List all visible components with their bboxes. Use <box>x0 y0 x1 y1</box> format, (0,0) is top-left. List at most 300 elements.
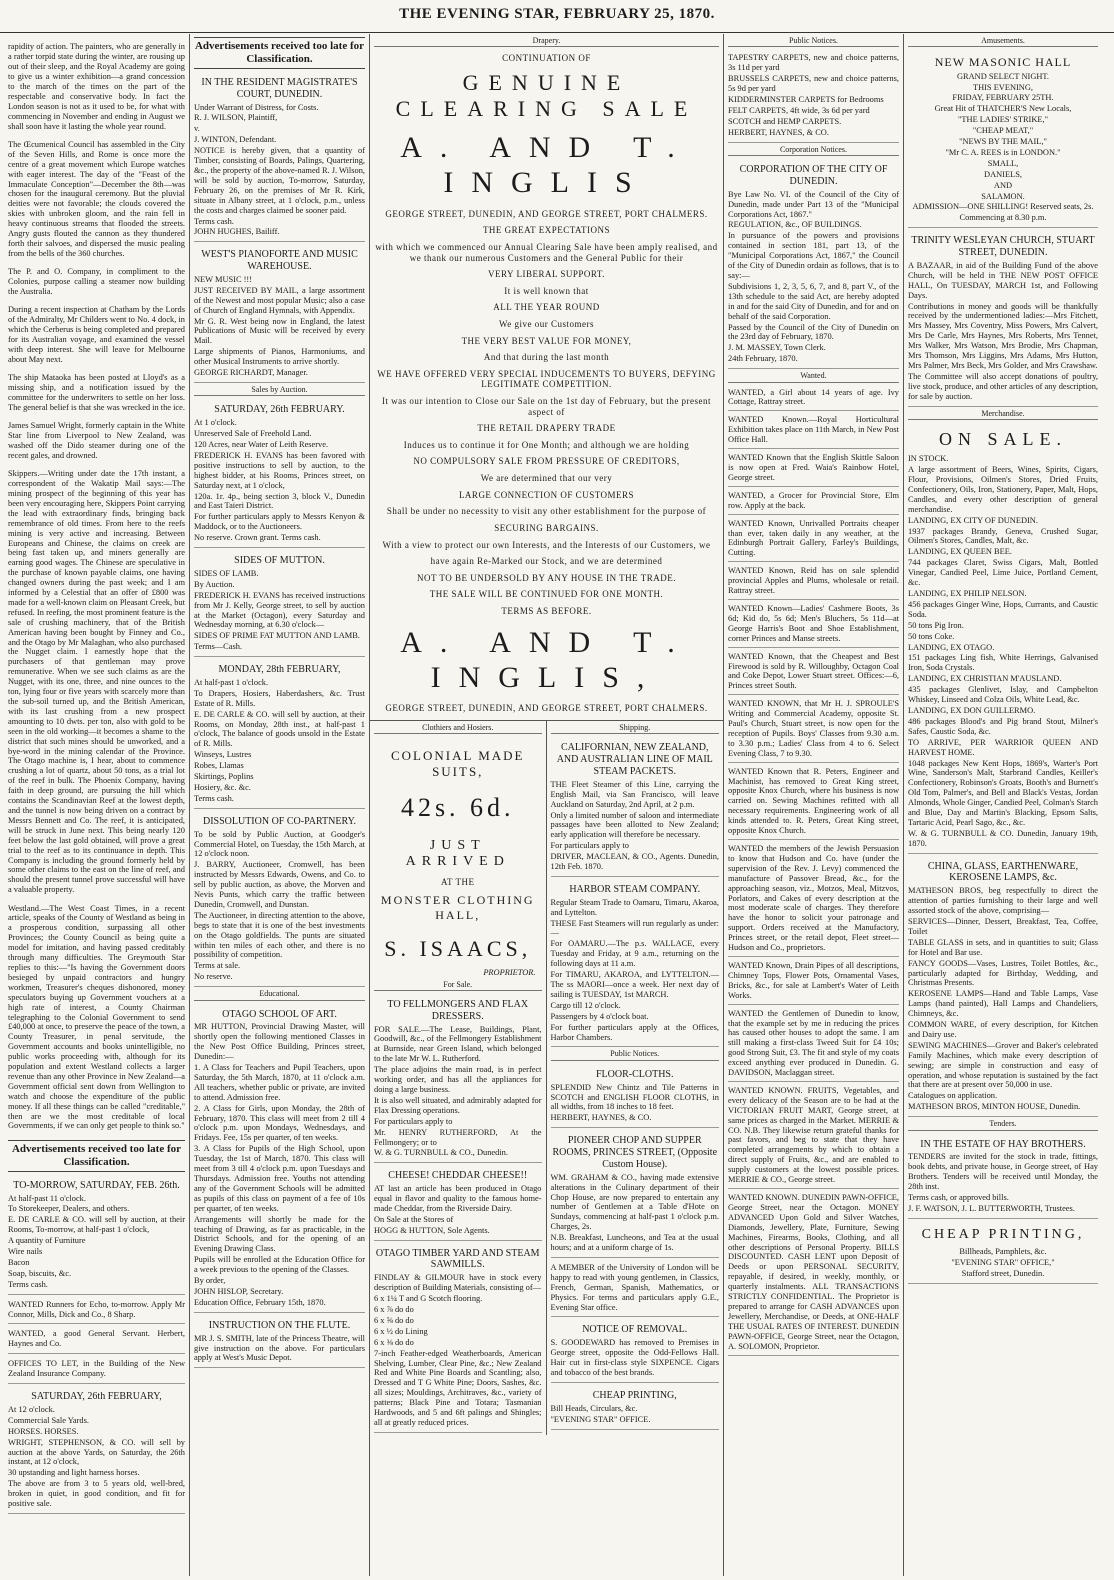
advert-line: Large shipments of Pianos, Harmoniums, and other Musical Instruments to arrive shortly. <box>194 347 365 367</box>
section-heading-educational: Educational. <box>194 989 365 1000</box>
advert-line: To Storekeeper, Dealers, and others. <box>8 1204 130 1214</box>
masonic-hall-lines <box>908 72 1098 224</box>
sale-line: LARGE CONNECTION OF CUSTOMERS <box>458 489 635 500</box>
carpet-ads <box>728 50 899 142</box>
advert-line: For particulars apply to <box>550 841 629 851</box>
sale-line: THE VERY BEST VALUE FOR MONEY, <box>461 335 632 346</box>
wanted-ad: WANTED Known, that the Cheapest and Best Firewood is sold by R. Willoughby, Octagon Coal and Coke Depot, Lower Stuart street. Offices:—6, Princes street South. <box>728 650 899 696</box>
advert <box>551 1260 720 1318</box>
column-3-lower <box>370 720 723 1435</box>
on-sale-line: 151 packages Ling fish, White Herrings, Galvanised Iron, Soda Crystals. <box>908 653 1098 673</box>
masonic-hall-line: SMALL, <box>987 158 1019 168</box>
forsale-ads <box>374 994 542 1433</box>
church-line: A BAZAAR, in aid of the Building Fund of the above Church, will be held in THE NEW POST OFFICE HALL, On TUESDAY, MARCH 1st, and Following Days. <box>908 260 1098 300</box>
wanted-ad: WANTED the members of the Jewish Persuasion to know that Hudson and Co. have (under the supervision of the Rev. J. Levy) commenced the manufacture of Passover Bread, &c., for the approaching season, viz., Motzos, Meal, Mitzvos, Porlators, and Cakes of every description at the most moderate scale of charges. They therefore have the honor to solicit your patronage and support. Orders received at the Manufactory, Princes street, or the retail depot, Fleet street—Hudson and Co., proprietors. <box>728 842 899 957</box>
wanted-ad: WANTED Known, Drain Pipes of all descriptions, Chimney Tops, Flower Pots, Ornamental Vases, Bricks, &c., for sale at Lambert's Water of Leith Works. <box>728 959 899 1005</box>
advert-line: Terms—Cash. <box>194 642 243 652</box>
late-ads-header: Advertisements received too late for Classification. <box>194 37 365 69</box>
news-paragraph: During a recent inspection at Chatham by the Lords of the Admiralty, Mr Childers went to No. 4 dock, in which the Cerberus is being completed and prepared for its Australian voyage, and examined the vessel with deep interest. She will leave for Melbourne about May next. <box>8 305 185 364</box>
advert-line: Mr. HENRY RUTHERFORD, At the Fellmongery; or to <box>374 1127 542 1147</box>
china-line: SERVICES—Dinner, Dessert, Breakfast, Tea, Coffee, Toilet <box>908 916 1098 936</box>
proprietor-role: PROPRIETOR. <box>483 967 536 977</box>
masonic-hall-line: Commencing at 8.30 p.m. <box>959 213 1047 223</box>
section-heading-forsale: For Sale. <box>374 980 542 991</box>
proprietor-name: S. ISAACS, <box>384 935 532 961</box>
advert-line: 120a. 1r. 4p., being section 3, block V., Dunedin and East Taieri District. <box>194 491 365 511</box>
firm-name-repeat: A. AND T. INGLIS, <box>400 625 693 694</box>
advert-line: TAPESTRY CARPETS, new and choice patterns, 3s 11d per yard <box>728 53 899 73</box>
advert <box>374 994 542 1163</box>
column-2 <box>190 34 370 1576</box>
advert-line: To Drapers, Hosiers, Haberdashers, &c. Trust Estate of R. Mills. <box>194 688 365 708</box>
advert-title: INSTRUCTION ON THE FLUTE. <box>208 1319 351 1331</box>
advert-line: Cargo till 12 o'clock. <box>550 1000 621 1010</box>
printing-line: Billheads, Pamphlets, &c. <box>959 1247 1047 1257</box>
sale-line: THE SALE WILL BE CONTINUED FOR ONE MONTH. <box>429 589 664 600</box>
advert-line: For further particulars apply at the Offices, Harbor Chambers. <box>550 1022 719 1042</box>
advert-title: WEST'S PIANOFORTE AND MUSIC WAREHOUSE. <box>201 249 358 273</box>
advert-line: SCOTCH and HEMP CARPETS. <box>728 116 842 126</box>
section-heading-publicnotices: Public Notices. <box>728 36 899 47</box>
advert-title: TO FELLMONGERS AND FLAX DRESSERS. <box>387 998 529 1022</box>
on-sale-line: LANDING, EX CITY OF DUNEDIN. <box>908 515 1038 525</box>
column-3-left <box>370 721 547 1435</box>
on-sale-line: LANDING, EX PHILIP NELSON. <box>908 589 1027 599</box>
advert-line: GEORGE RICHARDT, Manager. <box>194 368 308 378</box>
on-sale-line: 435 packages Glenlivet, Islay, and Campbelton Whiskey, Linseed and Colza Oils, White Lead, &c. <box>908 685 1098 705</box>
section-heading-clothiers: Clothiers and Hosiers. <box>374 723 542 734</box>
masonic-hall-line: "THE LADIES' STRIKE," <box>958 115 1048 125</box>
sale-line: With a view to protect our own Interests, and the Interests of our Customers, we <box>382 539 711 550</box>
masthead: THE EVENING STAR, FEBRUARY 25, 1870. <box>0 0 1114 33</box>
section-heading-corporation: Corporation Notices. <box>728 145 899 156</box>
advert-line: 6 x ½ do Lining <box>374 1326 428 1336</box>
sale-title: GENUINE CLEARING SALE <box>395 70 698 121</box>
late-ads <box>8 1175 185 1514</box>
advert <box>194 72 365 242</box>
corporation-notices <box>728 159 899 369</box>
news-paragraph: rapidity of action. The painters, who are generally in a rather torpid state during the winter, are rousing up out of their sleep, and the Royal Academy are going to give us a winter exhibition—a grand concession to the march of the times on the part of the respectable and conservative body. In fact the London season is not as it used to be, for what with commencing in November and ending in August we shall soon have it lasting the whole year round. <box>8 42 185 131</box>
wanted-ad: WANTED, a Girl about 14 years of age. Ivy Cottage, Rattray street. <box>728 386 899 412</box>
advert-line: KIDDERMINSTER CARPETS for Bedrooms <box>728 95 884 105</box>
advert-line: 6 x 1¼ T and G Scotch flooring. <box>374 1294 483 1304</box>
advert-line: Bye Law No. VI. of the Council of the City of Dunedin, made under Part 13 of the "Municipal Corporations Act, 1867." <box>728 189 899 219</box>
suits-price: 42s. 6d. <box>400 793 515 823</box>
sale-line: We are determined that our very <box>480 473 613 484</box>
on-sale-line: 1048 packages New Kent Hops, 1869's, Warter's Port Wine, Sanderson's Malt, Starbrand Candles, Keiller's Confectionery, Robinson's Groats, Booth's and Burnett's Old Tom, Palmer's, and Bell and Black's Vestas, Jordan Almonds, Whole Ginger, Candied Peel, Colman's Starch and Blue, Day and Martin's Blacking, Epsom Salts, Tartaric Acid, Pearl Sago, &c., &c. <box>908 758 1098 827</box>
news-paragraph: The P. and O. Company, in compliment to the Colonies, purpose calling a steamer now building the Australia. <box>8 267 185 297</box>
sale-line: SECURING BARGAINS. <box>494 522 599 533</box>
suits-headline: COLONIAL MADE SUITS, <box>391 748 525 779</box>
advert-title: CHEAP PRINTING, <box>592 1389 677 1401</box>
advert-line: Passengers by 4 o'clock boat. <box>550 1011 649 1021</box>
advert-line: 2. A Class for Girls, upon Monday, the 28th of February, 1870. This class will meet from 2 till 4 o'clock p.m. upon Mondays, Wednesdays, and Fridays. Fee, 15s per quarter, of ten weeks. <box>194 1103 365 1143</box>
advert <box>551 737 720 877</box>
advert-line: Hosiery, &c. &c. <box>194 782 251 792</box>
wanted-ad: WANTED the Gentlemen of Dunedin to know, that the example set by me in reducing the prices has caused other houses to adopt the same. I am still making a first-class Tweed Suit for £4 10s; good Strong Suit, £3. The fit and style of my coats exceed anything ever produced in Dunedin. G. DAVIDSON, Maclaggan street. <box>728 1007 899 1082</box>
printing-line: "EVENING STAR" OFFICE," <box>951 1258 1055 1268</box>
advert-line: At 12 o'clock. <box>8 1404 55 1414</box>
masonic-hall-line: "CHEAP MEAT," <box>972 126 1034 136</box>
advert-line: Bacon <box>8 1257 30 1267</box>
wanted-ad: WANTED KNOWN, that Mr H. J. SPROULE'S Writing and Commercial Academy, opposite St. Paul's Church, Stuart street, is now open for the reception of Pupils. Boys' Classes from 9.30 a.m. to 3.30 p.m.; Ladies' Class from 4 to 6. Select Evening Class, 7 to 9.30. <box>728 697 899 762</box>
advert-line: 30 upstanding and light harness horses. <box>8 1468 140 1478</box>
advert <box>194 1004 365 1313</box>
printing-ad <box>908 1221 1098 1284</box>
masonic-hall-line: DANIELS, <box>984 169 1022 179</box>
advert-line: A quantity of Furniture <box>8 1236 86 1246</box>
wanted-ad: WANTED Known, Unrivalled Portraits cheaper than ever, taken daily in any weather, at the Edinburgh Portrait Gallery, Farley's Buildings, Cutting. <box>728 517 899 563</box>
news-paragraphs <box>8 42 185 1131</box>
advert-line: Commercial Sale Yards. <box>8 1415 89 1425</box>
sale-line: TERMS AS BEFORE. <box>501 605 592 616</box>
advert-line: HERBERT, HAYNES, & CO. <box>550 1113 652 1123</box>
advert-line: E. DE CARLE & CO. will sell by auction, at their Rooms, on Monday, 28th inst., at half-past 1 o'clock, The balance of goods unsold in the Estate of R. Mills. <box>194 709 365 749</box>
advert-line: JUST RECEIVED BY MAIL, a large assortment of the Newest and most popular Music; also a case of Church of England Hymnals, with Appendix. <box>194 285 365 315</box>
firm-name: A. AND T. INGLIS <box>400 130 693 200</box>
auction-ads <box>194 399 365 987</box>
advert-line: WRIGHT, STEPHENSON, & CO. will sell by auction at the above Yards, on Saturday, the 26th instant, at 12 o'clock, <box>8 1437 185 1467</box>
section-heading-amusements: Amusements. <box>908 36 1098 47</box>
advert <box>728 159 899 369</box>
china-line: SEWING MACHINES—Grover and Baker's celebrated Family Machines, which make every description of sewing; are simple in construction and easy of operation, and whose reputation is sustained by the fact that there are at present over 50,000 in use. <box>908 1040 1098 1090</box>
church-line: The Committee will also accept donations of poultry, live stock, produce, and other articles of any description, for sale by auction. <box>908 371 1099 401</box>
advert-line: SIDES OF LAMB. <box>194 568 259 578</box>
advert-line: "EVENING STAR" OFFICE. <box>550 1414 651 1424</box>
advert-line: On Sale at the Stores of <box>374 1214 454 1224</box>
advert-line: Skirtings, Poplins <box>194 772 254 782</box>
wanted-ad: WANTED Known that R. Peters, Engineer and Machinist, has removed to Great King street, opposite Knox Church, where his business is now carried on. Sewing Machines refitted with all necessary requirements. Engineering work of all kinds attended to. R. Peters, Great King street, opposite Knox Church. <box>728 765 899 840</box>
advert-line: R. J. WILSON, Plaintiff, <box>194 113 278 123</box>
on-sale-line: 1937 packages Brandy, Geneva, Crushed Sugar, Oilmen's Stores, Candles, Malt, &c. <box>908 526 1098 546</box>
advert-line: S. GOODEWARD has removed to Premises in George street, opposite the Odd-Fellows Hall. Hair cut in first-class style SIXPENCE. Cigars and tobacco of the best brands. <box>550 1338 719 1377</box>
on-sale-line: 744 packages Claret, Swiss Cigars, Malt, Bottled Vinegar, Candied Peel, Lime Juice, Portland Cement, &c. <box>908 558 1098 588</box>
column-5 <box>904 34 1102 1576</box>
advert-line: At 1 o'clock. <box>194 418 237 428</box>
just-arrived: JUST ARRIVED <box>405 837 510 870</box>
advert <box>551 1319 720 1382</box>
sale-line: have again Re-Marked our Stock, and we are determined <box>430 556 663 567</box>
column-3 <box>370 34 724 1576</box>
wanted-ad: WANTED Known—Ladies' Cashmere Boots, 3s 6d; Kid do, 5s 6d; Men's Bluchers, 5s 11d—at George Harris's Boot and Shoe Establishment, corner Princes and Manse streets. <box>728 602 899 648</box>
advert-line: Winseys, Lustres <box>194 750 252 760</box>
advert-line: 1. A Class for Teachers and Pupil Teachers, upon Saturday, the 5th March, 1870, at 11 o'clock a.m. All teachers, whether public or private, are invited to attend. Admission free. <box>194 1063 365 1102</box>
advert-line: By Auction. <box>194 579 235 589</box>
section-heading-publicnotices: Public Notices. <box>551 1049 720 1060</box>
tenders-line: TENDERS are invited for the stock in trade, fittings, book debts, and private house, in George street, of Hay Brothers. Tenders will be received until Monday, the 28th inst. <box>908 1152 1098 1192</box>
sale-line: And that during the last month <box>483 352 610 363</box>
masonic-hall-ad <box>908 50 1098 228</box>
on-sale-ad <box>908 423 1098 854</box>
advert-title: OTAGO TIMBER YARD AND STEAM SAWMILLS. <box>375 1247 540 1271</box>
monster-clothing-hall: MONSTER CLOTHING HALL, <box>380 893 535 922</box>
advert-line: WANTED, a good General Servant. Herbert, Haynes and Co. <box>8 1329 185 1349</box>
on-sale-lines <box>908 454 1098 848</box>
printing-line: Stafford street, Dunedin. <box>961 1269 1045 1279</box>
sale-line: It is well known that <box>504 285 589 296</box>
china-lines <box>908 886 1098 1112</box>
advert-line: Under Warrant of Distress, for Costs. <box>194 102 319 112</box>
masonic-hall-line: Great Hit of THATCHER'S New Locals, <box>934 104 1072 114</box>
on-sale-line: TO ARRIVE, PER WARRIOR QUEEN AND HARVEST HOME. <box>908 737 1098 757</box>
wanted-ad: WANTED, a Grocer for Provincial Store, Elm row. Apply at the back. <box>728 489 899 515</box>
china-line: MATHESON BROS, beg respectfully to direct the attention of parties furnishing to their large and well assorted stock of the above, comprising— <box>908 886 1098 916</box>
advert-line: At half-past 1 o'clock. <box>194 677 269 687</box>
on-sale-line: LANDING, EX CHRISTIAN M'AUSLAND. <box>908 674 1062 684</box>
advert-line: Arrangements will shortly be made for the teaching of Drawing, as far as practicable, in the District Schools, and for the opening of an Evening Drawing Class. <box>194 1214 365 1254</box>
advert-line: DRIVER, MACLEAN, & CO., Agents. Dunedin, 12th Feb. 1870. <box>550 852 719 872</box>
advert-line: W. & G. TURNBULL & CO., Dunedin. <box>374 1148 508 1158</box>
section-heading-drapery: Drapery. <box>374 36 719 47</box>
advert-line: BRUSSELS CARPETS, new and choice patterns, 5s 9d per yard <box>728 74 899 94</box>
advert-line: J. BARRY, Auctioneer, Cromwell, has been instructed by Messrs Edwards, Owens, and Co. to sell by public auction, as above, the Morven and Nevis Punts, which carry the traffic between Dunedin, Cromwell, and Dunstan. <box>194 860 365 909</box>
masonic-hall-line: "NEWS BY THE MAIL," <box>959 137 1047 147</box>
advert-line: FINDLAY & GILMOUR have in stock every description of Building Materials, consisting of— <box>374 1273 542 1293</box>
wanted-ad: WANTED KNOWN. FRUITS, Vegetables, and every delicacy of the Season are to be had at the VICTORIAN FRUIT MART, George street, at same prices as charged in the Market. MERRIE & CO. N.B. They likewise return grateful thanks for past favors, and beg to state that they have completed arrangements by which to obtain a direct supply of Fruits, &c., and are enabled to supply customers at the lowest possible prices. MERRIE & CO., George street. <box>728 1084 899 1189</box>
advert-line: At half-past 11 o'clock. <box>8 1193 86 1203</box>
advert-line: N.B. Breakfast, Luncheons, and Tea at the usual hours; and at a uniform charge of 1s. <box>550 1233 719 1253</box>
firm-address: GEORGE STREET, DUNEDIN, AND GEORGE STREET, PORT CHALMERS. <box>385 208 708 219</box>
shipping-ads <box>551 737 720 1047</box>
advert-title: DISSOLUTION OF CO-PARTNERY. <box>202 815 357 827</box>
advert-line: Subdivisions 1, 2, 3, 5, 6, 7, and 8, part V., of the 13th schedule to the said Act, are hereby adopted in and for the said City of Dunedin, and for and on behalf of the said Corporation. <box>728 281 899 321</box>
advert-line: MR HUTTON, Provincial Drawing Master, will shortly open the following mentioned Classes in the New Post Office Building, Princes street, Dunedin:— <box>194 1022 365 1062</box>
educational-ads <box>194 1004 365 1369</box>
advert-line: NEW MUSIC !!! <box>194 274 252 284</box>
advert-title: CALIFORNIAN, NEW ZEALAND, AND AUSTRALIAN LINE OF MAIL STEAM PACKETS. <box>556 742 713 777</box>
advert <box>551 879 720 1047</box>
advert-title: CORPORATION OF THE CITY OF DUNEDIN. <box>739 164 888 187</box>
advert-line: FELT CARPETS, 4ft wide, 3s 6d per yard <box>728 105 870 115</box>
on-sale-line: A large assortment of Beers, Wines, Spirits, Cigars, Flour, Provisions, Oilmen's Stores, Dried Fruits, Confectionery, Oils, Iron, Stationery, Paper, Malt, Hops, Candles, and every other description of general merchandise. <box>908 465 1098 514</box>
china-title: CHINA, GLASS, EARTHENWARE, KEROSENE LAMPS, &c. <box>927 860 1079 884</box>
sale-line: with which we commenced our Annual Clearing Sale have been amply realised, and we thank our numerous Customers and the General Public for their <box>375 241 718 263</box>
on-sale-line: LANDING, EX OTAGO. <box>908 642 995 652</box>
advert-line: Pupils will be enrolled at the Education Office for a week previous to the opening of the Classes. <box>194 1255 365 1275</box>
wanted-ad: WANTED KNOWN. DUNEDIN PAWN-OFFICE, George Street, near the Octagon. MONEY ADVANCED Upon Gold and Silver Watches, Diamonds, Jewellery, Plate, Furniture, Sewing Machines, Firearms, Books, Clothing, and all other descriptions of Personal Property. BILLS DISCOUNTED. CASH LENT upon Deposit of Deeds or upon PERSONAL SECURITY, repayable, if desired, in weekly, monthly, or quarterly instalments. ALL TRANSACTIONS STRICTLY CONFIDENTIAL. The Proprietor is prepared to arrange for CASH ADVANCES upon Jewellery, Merchandise, or Deeds, at ONE-HALF THE USUAL RATES OF INTEREST. DUNEDIN PAWN-OFFICE, George Street, near the Octagon, A. SOLOMON, Proprietor. <box>728 1191 899 1356</box>
late-ads <box>194 72 365 383</box>
tenders-title: IN THE ESTATE OF HAY BROTHERS. <box>920 1138 1086 1150</box>
sale-line: ALL THE YEAR ROUND <box>493 302 600 313</box>
advert <box>551 1130 720 1258</box>
advert-line: 6 x ⅞ do do <box>374 1305 414 1314</box>
on-sale-line: 456 packages Ginger Wine, Hops, Currants, and Caustic Soda. <box>908 599 1098 619</box>
advert-title: IN THE RESIDENT MAGISTRATE'S COURT, DUNEDIN. <box>201 76 358 100</box>
section-heading-tenders: Tenders. <box>908 1119 1098 1130</box>
advert-line: FREDERICK H. EVANS has received instructions from Mr J. Kelly, George street, to sell by auction at the Market (Octagon), every Saturday and Wednesday morning, at 6.30 o'clock— <box>194 590 365 630</box>
advert-line: Unreserved Sale of Freehold Land. <box>194 429 312 439</box>
advert-line: J. M. MASSEY, Town Clerk. <box>728 343 826 353</box>
advert-line: THE Fleet Steamer of this Line, carrying the English Mail, via San Francisco, will leave Auckland on Saturday, 2nd April, at 2 p.m. <box>550 779 719 809</box>
on-sale-line: W. & G. TURNBULL & CO. Dunedin, January 19th, 1870. <box>908 828 1098 848</box>
printing-lines <box>908 1247 1098 1279</box>
section-heading-merchandise: Merchandise. <box>908 409 1098 420</box>
sale-line: WE HAVE OFFERED VERY SPECIAL INDUCEMENTS TO BUYERS, DEFYING LEGITIMATE COMPETITION. <box>377 368 716 390</box>
advert-line: Wire nails <box>8 1247 43 1257</box>
continuation-label: CONTINUATION OF <box>502 53 591 64</box>
sale-lines <box>374 225 719 616</box>
advert-line: No reserve. <box>194 972 233 982</box>
advert-title: SIDES OF MUTTON. <box>234 555 325 567</box>
advert-line: 6 x ⅜ do do <box>374 1337 414 1347</box>
advert-line: Only a limited number of saloon and intermediate passages have been allotted to New Zealand; early application will therefore be necessary. <box>550 810 719 840</box>
advert-line: For OAMARU.—The p.s. WALLACE, every Tuesday and Friday, at 9 a.m., returning on the following days at 11 a.m. <box>550 939 719 969</box>
advert-line: By order, <box>194 1276 226 1286</box>
firm-address-repeat: GEORGE STREET, DUNEDIN, AND GEORGE STREET, PORT CHALMERS. <box>385 703 708 714</box>
advert <box>194 811 365 987</box>
china-line: Catalogues on application. <box>908 1091 998 1101</box>
sale-line: THE GREAT EXPECTATIONS <box>482 225 611 236</box>
advert-line: SPLENDID New Chintz and Tile Patterns in SCOTCH and ENGLISH FLOOR CLOTHS, in all widths, from 18 inches to 18 feet. <box>550 1082 719 1112</box>
advert-line: HERBERT, HAYNES, & CO. <box>728 127 829 137</box>
sale-line: Shall be under no necessity to visit any other establishment for the purpose of <box>386 506 707 517</box>
advert <box>374 1165 542 1240</box>
advert-line: Bill Heads, Circulars, &c. <box>550 1403 638 1413</box>
advert-line: AT last an article has been produced in Otago equal in flavor and quality to the famous home-made Cheddar, from the Riverside Dairy. <box>374 1184 542 1213</box>
advert-title: FLOOR-CLOTHS. <box>595 1068 674 1080</box>
masonic-hall-line: FRIDAY, FEBRUARY 25TH. <box>952 93 1054 103</box>
advert-line: 3. A Class for Pupils of the High School, upon Tuesday, the 1st of March, 1870. This class will meet from 3 till 4 o'clock p.m. upon Tuesdays and Thursdays. Admission free. Youths not attending any of the Government Schools will be admitted as pupils of this class on payment of a fee of 10s per quarter, of ten weeks. <box>194 1144 365 1213</box>
sale-line: NOT TO BE UNDERSOLD BY ANY HOUSE IN THE TRADE. <box>416 572 676 583</box>
advert-line: WANTED Runners for Echo, to-morrow. Apply Mr Connor, Mills, Dick and Co., 8 Sharp. <box>8 1299 185 1319</box>
advert-line: Mr G. R. West being now in England, the latest Publications of Music will be received by every Mail. <box>194 316 365 346</box>
advert-line: FREDERICK H. EVANS has been favored with positive instructions to sell by auction, to the highest bidder, at his Rooms, Princes street, on Saturday next, at 1 o'clock, <box>194 450 365 490</box>
advert-title: TO-MORROW, SATURDAY, FEB. 26th. <box>13 1179 180 1191</box>
advert-line: 6 x ⅝ do do <box>374 1315 414 1325</box>
tenders-lines <box>908 1152 1098 1213</box>
masonic-hall-line: THIS EVENING, <box>972 82 1033 92</box>
advert-line: Terms cash. <box>194 793 234 803</box>
on-sale-line: IN STOCK. <box>908 454 949 464</box>
advert <box>8 1356 185 1384</box>
advert-line: A MEMBER of the University of London will be happy to read with young gentlemen, in Classics, French, German, Spanish, Mathematics, or Physics. For terms and particulars apply G.E., Evening Star office. <box>550 1262 719 1312</box>
news-paragraph: The Œcumenical Council has assembled in the City of the Seven Hills, and Rome is once more the centre of a great movement which Europe watches with eager interest. The day of the "Feast of the Immaculate Conception"—December the 8th—was chosen for the inaugural ceremony. But the pluvial deities were not favorable; the clouds covered the skies with unbroken gloom, and the rain fell in heavy continuous streams that flooded the streets. Angry gusts flouted the cannon as they thundered forth their salvoes, and dispersed the music pealing from the bells of the 360 churches. <box>8 139 185 258</box>
wanted-ad: WANTED Known that the English Skittle Saloon is now open at Fred. Waia's Rainbow Hotel, George street. <box>728 451 899 487</box>
advert-line: The Auctioneer, in directing attention to the above, begs to state that it is one of the best investments on the Otago goldfields. The punts are situated within ten miles of each other, and there is no possibility of competition. <box>194 910 365 960</box>
advert-line: For further particulars apply to Messrs Kenyon & Maddock, or to the Auctioneers. <box>194 512 365 532</box>
china-line: MATHESON BROS, MINTON HOUSE, Dunedin. <box>908 1102 1081 1112</box>
advert-title: PIONEER CHOP AND SUPPER ROOMS, PRINCES STREET, (Opposite Custom House). <box>552 1135 718 1170</box>
advert-line: Terms cash. <box>8 1279 48 1289</box>
church-bazaar-ad <box>908 230 1098 406</box>
wanted-ads <box>728 386 899 1356</box>
sale-line: NO COMPULSORY SALE FROM PRESSURE OF CREDITORS, <box>413 456 680 467</box>
on-sale-line: 50 tons Pig Iron. <box>908 620 964 630</box>
sale-line: It was our intention to Close our Sale on the 1st day of February, but the present aspect of <box>381 396 712 417</box>
advert-line: SIDES OF PRIME FAT MUTTON AND LAMB. <box>194 631 360 641</box>
advert-line: MR J. S. SMITH, late of the Princess Theatre, will give instruction on the above. For particulars apply at West's Music Depot. <box>194 1333 365 1363</box>
advert-line: For TIMARU, AKAROA, and LYTTELTON.—The ss MAORI—once a week. Her next day of sailing is TUESDAY, 1st MARCH. <box>550 970 719 999</box>
advert-line: HOGG & HUTTON, Sole Agents. <box>374 1225 490 1235</box>
column-3-right <box>547 721 724 1435</box>
on-sale-title: ON SALE. <box>939 429 1067 449</box>
advert-line: JOHN HISLOP, Secretary. <box>194 1286 284 1296</box>
advert <box>8 1386 185 1514</box>
column-1 <box>4 34 190 1576</box>
advert-line: Terms at sale. <box>194 961 241 971</box>
advert-title: CHEESE! CHEDDAR CHEESE!! <box>388 1170 528 1182</box>
advert <box>551 1385 720 1430</box>
advert-title: NOTICE OF REMOVAL. <box>582 1324 688 1336</box>
on-sale-line: LANDING, EX DON GUILLERMO. <box>908 705 1036 715</box>
on-sale-line: LANDING, EX QUEEN BEE. <box>908 547 1012 557</box>
advert-line: For particulars apply to <box>374 1116 453 1126</box>
advert-line: No reserve. Crown grant. Terms cash. <box>194 533 321 543</box>
advert-line: NOTICE is hereby given, that a quantity of Timber, consisting of Boards, Palings, Quartering, &c., the property of the above-named R. J. Wilson, will be sold by auction, To-morrow, Saturday, February 26, on the premises of Mr R. Kirk, situate in Albany street, at 1 o'clock, p.m., unless the costs and charges claimed be sooner paid. <box>194 146 365 215</box>
advert-line: 120 Acres, near Water of Leith Reserve. <box>194 440 329 450</box>
advert <box>551 1064 720 1128</box>
advert-line: The place adjoins the main road, is in perfect working order, and has all the appliances for doing a large business. <box>374 1065 542 1095</box>
masonic-hall-line: "Mr C. A. REES is in LONDON." <box>945 147 1061 157</box>
advert-line: Soap, biscuits, &c. <box>8 1268 72 1278</box>
drapery-advert <box>370 36 723 714</box>
masonic-hall-line: ADMISSION—ONE SHILLING! Reserved seats, 2s. <box>912 202 1094 212</box>
advert-line: In pursuance of the powers and provisions contained in section 181, part 13, of the "Municipal Corporations Act, 1867," the Council of the City of Dunedin ordain as follows, that is to say:— <box>728 231 899 280</box>
tenders-line: Terms cash, or approved bills. <box>908 1193 1009 1203</box>
section-heading-auction: Sales by Auction. <box>194 385 365 396</box>
advert-line: FOR SALE.—The Lease, Buildings, Plant, Goodwill, &c., of the Fellmongery Establishment at Burnside, near Green Island, which belonged to the late Mr W. L. Rutherford. <box>374 1024 542 1064</box>
advert-line: Regular Steam Trade to Oamaru, Timaru, Akaroa, and Lyttelton. <box>550 897 719 917</box>
advert-line: OFFICES TO LET, in the Building of the New Zealand Insurance Company. <box>8 1359 185 1379</box>
masonic-hall-line: AND <box>993 180 1013 190</box>
sale-line: VERY LIBERAL SUPPORT. <box>488 269 605 280</box>
advert-line: Education Office, February 15th, 1870. <box>194 1297 326 1307</box>
church-title: TRINITY WESLEYAN CHURCH, STUART STREET, DUNEDIN. <box>911 235 1095 259</box>
masonic-hall-line: GRAND SELECT NIGHT. <box>956 71 1050 81</box>
advert-title: SATURDAY, 26th FEBRUARY. <box>214 404 345 416</box>
advert-title: OTAGO SCHOOL OF ART. <box>222 1008 337 1020</box>
advert <box>8 1175 185 1295</box>
columns <box>4 34 1110 1576</box>
advert <box>8 1326 185 1354</box>
advert-line: Passed by the Council of the City of Dunedin on the 23rd day of February, 1870. <box>728 322 899 342</box>
advert-line: JOHN HUGHES, Bailiff. <box>194 227 280 237</box>
news-paragraph: The ship Mataoka has been posted at Lloyd's as a missing ship, and a notification issued by the committee for the underwriters to settle on her loss. The general belief is that she was wrecked in the ice. <box>8 373 185 412</box>
church-lines <box>908 261 1098 402</box>
advert-title: HARBOR STEAM COMPANY. <box>569 883 701 895</box>
advert-line: WM. GRAHAM & CO., having made extensive alterations in the Culinary department of their Chop House, are now prepared to entertain any number of Gentlemen at a Table d'Hote on Sundays, commencing at half-past 1 o'clock p.m. Charges, 2s. <box>550 1172 719 1232</box>
sale-line: THE RETAIL DRAPERY TRADE <box>477 423 616 434</box>
advert <box>728 50 899 142</box>
section-heading-wanted: Wanted. <box>728 371 899 382</box>
advert-line: Terms cash. <box>194 216 234 226</box>
advert-title: SATURDAY, 26th FEBRUARY, <box>31 1391 162 1403</box>
china-line: COMMON WARE, of every description, for Kitchen and Dairy use. <box>908 1020 1098 1039</box>
advert-line: The above are from 3 to 5 years old, well-bred, broken in quiet, in good condition, and fit for positive sale. <box>8 1479 185 1509</box>
advert-line: REGULATION, &c., OF BUILDINGS. <box>728 220 862 230</box>
column-4 <box>724 34 904 1576</box>
section-heading-shipping: Shipping. <box>551 723 720 734</box>
advert <box>194 659 365 809</box>
on-sale-line: 50 tons Coke. <box>908 631 955 641</box>
china-line: FANCY GOODS—Vases, Lustres, Toilet Bottles, &c., particularly adapted for Birthday, Wedding, and Christmas Presents. <box>908 958 1098 988</box>
news-paragraph: Westland.—The West Coast Times, in a recent article, speaks of the County of Westland as being in a prosperous condition, surpassing all other Provinces; the County Council as being quite a model for imitation, and having passed creditably through many difficulties. The Greymouth Star replies to this:—"Is having the Government doors besieged by unpaid contractors and hungry workmen, Treasurer's cheques dishonored, money speculators buying up Government vouchers at a high rate of interest, a County Chairman telegraphing to the Colonial Government to send £40,000 at once, to preserve the peace of the town, a County Treasurer, in penal servitude, the Government accounts and books unintelligible, no public works proceeding with, although for its population and extent Westland collects a larger revenue than any other Province in New Zealand—a Government official sent down from Wellington to watch and choose the expenditure of the public money. If all these things can be called "creditable," then are we the most creditable of local Governments, if we can only get people to think so." <box>8 903 185 1131</box>
advert-line: Robes, Llamas <box>194 761 244 771</box>
advert-line: E. DE CARLE & CO. will sell by auction, at their Rooms, To-morrow, at half-past 1 o'clock, <box>8 1215 185 1235</box>
sale-line: Induces us to continue it for One Month; and although we are holding <box>403 439 690 450</box>
advert-line: J. WINTON, Defendant. <box>194 135 277 145</box>
wanted-ad: WANTED Known, Reid has on sale splendid provincial Apples and Plums, wholesale or retail. Rattray street. <box>728 564 899 600</box>
advert-line: It is also well situated, and admirably adapted for Flax Dressing operations. <box>374 1095 542 1115</box>
advert <box>194 399 365 548</box>
advert <box>374 1243 542 1433</box>
late-ads-header: Advertisements received too late for Classification. <box>8 1140 185 1172</box>
advert-line: To be sold by Public Auction, at Goodger's Commercial Hotel, on Tuesday, the 15th March, at 12 o'clock noon. <box>194 829 365 859</box>
printing-title: CHEAP PRINTING, <box>921 1226 1085 1242</box>
advert <box>194 244 365 383</box>
advert-line: HORSES. HORSES. <box>8 1426 79 1436</box>
china-ad <box>908 856 1098 1118</box>
